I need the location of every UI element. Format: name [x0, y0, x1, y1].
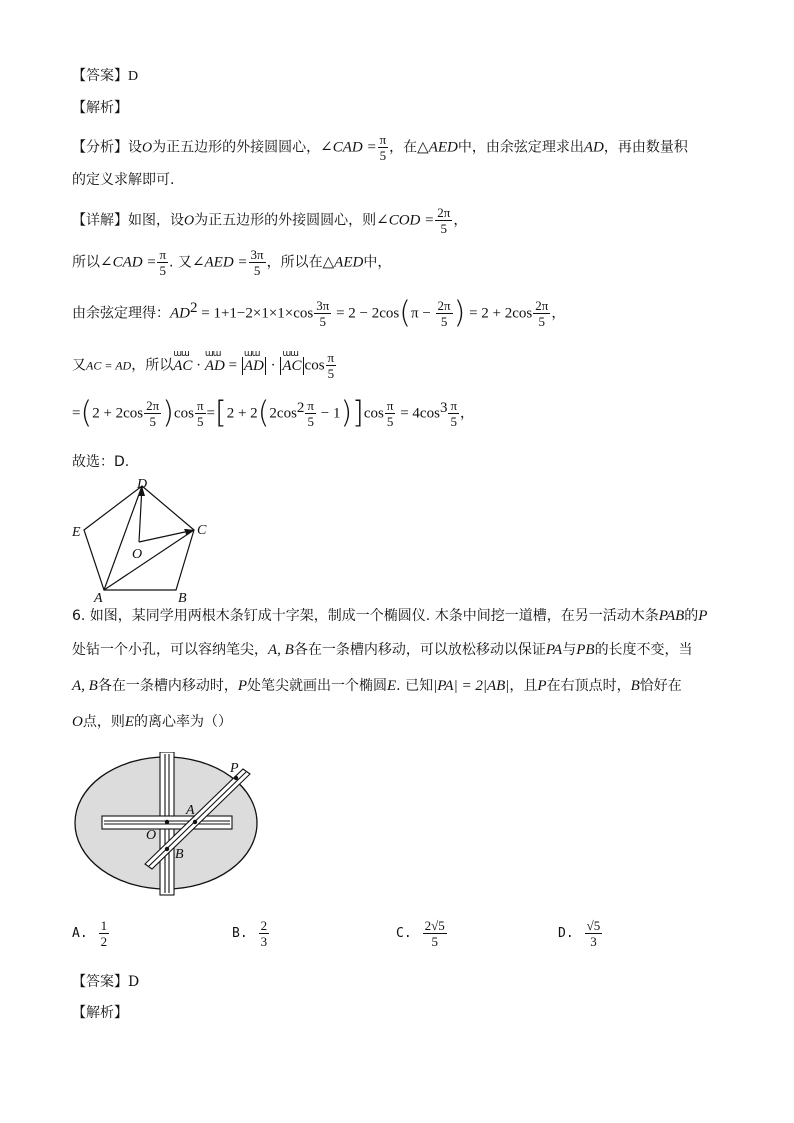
choice-fraction	[423, 918, 447, 949]
frac-den: 5	[450, 414, 457, 430]
frac-num: π	[379, 132, 387, 147]
frac-den: 3	[590, 934, 597, 949]
vector-ad	[204, 348, 225, 376]
answer-label: 【答案】	[72, 68, 128, 84]
label-a: A	[94, 591, 103, 604]
text: ，所以在	[266, 254, 323, 271]
text: 中，由余弦定理求出	[457, 139, 584, 156]
var-p: P	[698, 608, 708, 624]
point-o	[165, 820, 169, 824]
pi: π	[410, 305, 419, 322]
choice-label: B.	[232, 926, 248, 941]
operator: =	[206, 405, 215, 422]
frac-den: 5	[379, 148, 387, 163]
fraction-pi-5	[305, 398, 316, 429]
operator: −	[418, 305, 435, 322]
text: 为正五边形的外接圆圆心，	[152, 139, 321, 156]
triangle-aed: △AED	[417, 139, 458, 156]
choice-d[interactable]	[558, 918, 603, 949]
fraction-pi-5	[157, 247, 168, 278]
paren-right: )	[340, 395, 353, 431]
segment-ad	[104, 486, 142, 590]
text: 各在一条槽内移动，可以放松移动以保证	[293, 642, 546, 658]
vector-label: AC	[282, 357, 302, 374]
ellipsograph-figure	[70, 752, 270, 902]
operator: ·	[266, 357, 280, 374]
law-of-cosines-line	[72, 295, 566, 331]
frac-den: 5	[319, 314, 327, 330]
abs-bar	[303, 357, 304, 375]
var-pab: PAB	[658, 608, 685, 624]
fraction-2pi-5	[144, 398, 161, 429]
frac-den: 5	[431, 934, 438, 949]
answer-line-1	[72, 66, 138, 87]
choice-label: C.	[396, 926, 412, 941]
vector-line	[72, 350, 337, 381]
text: 为正五边形的外接圆圆心，则	[194, 212, 377, 229]
choice-fraction	[99, 918, 110, 949]
label-p: P	[230, 761, 239, 776]
bracket-right: ]	[352, 395, 364, 431]
segment-ac	[104, 530, 194, 590]
frac-den: 5	[440, 314, 448, 330]
answer-line-2	[72, 972, 139, 992]
frac-num: 3π	[316, 298, 330, 314]
answer-value: D	[128, 974, 140, 990]
text: 中，	[363, 254, 392, 271]
expression: 2 + 2	[226, 405, 258, 422]
choice-b[interactable]	[232, 918, 270, 949]
var-o: O	[184, 213, 195, 229]
calculation-line	[72, 395, 475, 431]
choice-label: D.	[558, 926, 574, 941]
text: ，再由数量积	[603, 139, 688, 156]
abs-bar	[242, 357, 243, 375]
fraction-pi-5	[378, 132, 389, 163]
triangle-aed: △AED	[322, 254, 364, 271]
fraction-pi-5	[326, 350, 337, 381]
q6-line-3	[72, 676, 682, 696]
label-b: B	[178, 591, 187, 604]
point-a	[193, 820, 197, 824]
frac-num: π	[159, 247, 167, 262]
frac-num: π	[450, 398, 458, 414]
label-o: O	[146, 828, 157, 843]
text: ，所以	[131, 357, 174, 374]
xiangjie-label: 【详解】	[72, 212, 128, 229]
text: 由余弦定理得：	[72, 305, 170, 322]
frac-num: 2π	[437, 298, 451, 314]
text: 所以	[72, 254, 100, 271]
text: 的离心率为（）	[134, 714, 233, 730]
fenxi-label: 【分析】	[72, 139, 128, 156]
text: 6. 如图，某同学用两根木条钉成十字架，制成一个椭圆仪. 木条中间挖一道槽，在另一活动木条	[72, 608, 659, 624]
paren-left: (	[80, 395, 93, 431]
equation-ac-ad: AC = AD	[86, 358, 132, 373]
fraction-2pi-5	[533, 298, 550, 329]
frac-num: π	[386, 398, 394, 414]
frac-den: 2	[100, 934, 108, 949]
expression: = 2 − 2cos	[332, 305, 400, 322]
frac-den: 5	[327, 366, 335, 381]
cos: cos	[363, 405, 384, 422]
paren-left: (	[399, 295, 411, 331]
frac-num: √5	[586, 918, 601, 933]
point-p	[234, 776, 238, 780]
text: 点，则	[82, 714, 125, 730]
expression: − 1	[316, 405, 341, 422]
frac-den: 5	[159, 263, 166, 278]
vector-ad-abs	[243, 348, 264, 376]
fraction-3pi-5	[249, 247, 266, 278]
text: ，且	[509, 678, 538, 694]
vector-arrow: ɯɯ	[173, 348, 189, 359]
label-e: E	[72, 525, 81, 540]
xiangjie-line	[72, 205, 467, 236]
var-b: B	[630, 678, 640, 694]
bracket-left: [	[215, 395, 227, 431]
suoyi-line	[72, 247, 391, 278]
frac-den: 5	[440, 221, 448, 236]
segment-ad: AD	[583, 139, 604, 156]
text: 又	[72, 357, 86, 374]
var-ab: A, B	[268, 642, 294, 658]
condition: |PA| = 2|AB|	[433, 678, 510, 694]
choice-fraction	[259, 918, 270, 949]
var-o: O	[142, 140, 153, 156]
text: 处笔尖就画出一个椭圆	[247, 678, 387, 694]
text: ，	[551, 305, 566, 322]
choice-a[interactable]	[72, 918, 110, 949]
analysis-heading-1: 【解析】	[72, 100, 128, 116]
vector-label: AC	[173, 357, 193, 374]
frac-num: 2	[260, 918, 268, 933]
label-b: B	[175, 847, 184, 862]
label-o: O	[132, 547, 143, 562]
text: ，在	[389, 139, 418, 156]
var-e: E	[387, 678, 397, 694]
answer-value: D	[128, 69, 139, 84]
var-e: E	[124, 714, 135, 730]
expression: = 4cos	[396, 405, 440, 422]
expression: = 1+1−2×1×1×cos	[197, 305, 314, 322]
fraction-3pi-5	[314, 298, 331, 329]
frac-num: π	[307, 398, 314, 414]
q6-line-1	[72, 606, 707, 626]
frac-den: 5	[196, 414, 204, 430]
operator: ·	[192, 357, 205, 374]
frac-num: π	[327, 350, 335, 365]
fraction-pi-5	[448, 398, 459, 429]
pentagon-figure	[66, 474, 226, 604]
frac-den: 5	[307, 414, 314, 430]
expression: 2cos	[269, 405, 297, 422]
var-ab: A, B	[72, 678, 98, 694]
point-b	[165, 847, 169, 851]
text: ，	[460, 405, 475, 422]
frac-num: π	[196, 398, 204, 414]
frac-den: 5	[386, 414, 394, 430]
q6-line-2	[72, 640, 693, 660]
text: 恰好在	[639, 678, 682, 694]
text: 如图，设	[128, 212, 184, 229]
cos: cos	[173, 405, 194, 422]
conclusion-line: 故选：D.	[72, 454, 130, 470]
expression: 2 + 2cos	[92, 405, 144, 422]
text: . 又	[169, 254, 192, 271]
expression: = 2 + 2cos	[465, 305, 533, 322]
paren-right: )	[453, 295, 466, 331]
frac-num: 3π	[250, 247, 264, 262]
frac-den: 5	[538, 314, 546, 330]
var-pb: PB	[576, 642, 595, 658]
var-p: P	[237, 678, 247, 694]
angle-aed: ∠AED =	[191, 254, 248, 271]
frac-num: 2π	[535, 298, 549, 314]
text: 与	[562, 642, 577, 658]
choice-fraction	[585, 918, 603, 949]
angle-cad: ∠CAD =	[320, 139, 377, 156]
text: 在右顶点时，	[546, 678, 631, 694]
angle-cod: ∠COD =	[376, 212, 435, 229]
text: ，	[453, 212, 468, 229]
fraction-pi-5	[195, 398, 206, 429]
fraction-2pi-5	[435, 205, 452, 236]
vector-ac-abs	[282, 348, 302, 376]
frac-num: 2π	[437, 205, 451, 220]
abs-bar	[265, 357, 266, 375]
vector-arrow: ɯɯ	[243, 348, 260, 359]
frac-num: 2√5	[424, 918, 445, 933]
segment-ad: AD	[170, 305, 190, 322]
fenxi-line-2: 的定义求解即可.	[72, 172, 175, 188]
text: . 已知	[396, 678, 434, 694]
analysis-heading-2: 【解析】	[72, 1005, 128, 1021]
choice-c[interactable]	[396, 918, 448, 949]
paren-right: )	[162, 395, 174, 431]
q6-line-4	[72, 712, 232, 732]
exponent: 2	[296, 400, 305, 416]
cos: cos	[304, 357, 325, 374]
exponent: 3	[439, 400, 448, 416]
frac-den: 5	[253, 263, 261, 278]
frac-den: 5	[149, 414, 156, 430]
paren-left: (	[257, 395, 270, 431]
exponent: 2	[190, 300, 198, 316]
vector-arrow: ɯɯ	[204, 348, 221, 359]
operator: =	[72, 405, 81, 422]
frac-den: 3	[260, 934, 268, 949]
text: 各在一条槽内移动时，	[97, 678, 238, 694]
vector-label: AD	[243, 357, 264, 374]
vector-arrow: ɯɯ	[282, 348, 298, 359]
frac-num: 2π	[146, 398, 160, 414]
choice-label: A.	[72, 926, 88, 941]
text: 处钻一个小孔，可以容纳笔尖，	[72, 642, 268, 658]
fraction-pi-5	[385, 398, 396, 429]
text: 的	[684, 608, 699, 624]
fraction-2pi-5	[436, 298, 453, 329]
var-pa: PA	[545, 642, 563, 658]
vector-label: AD	[204, 357, 225, 374]
text: 的长度不变，当	[594, 642, 693, 658]
vector-ac	[173, 348, 193, 376]
fenxi-line	[72, 132, 688, 163]
frac-num: 1	[100, 918, 108, 933]
text: 设	[128, 139, 142, 156]
var-o: O	[72, 714, 83, 730]
label-a: A	[186, 803, 195, 818]
var-p: P	[537, 678, 547, 694]
angle-cad: ∠CAD =	[100, 254, 157, 271]
label-d: D	[137, 477, 148, 492]
label-c: C	[197, 523, 207, 538]
answer-label: 【答案】	[72, 974, 128, 990]
operator: =	[224, 357, 241, 374]
